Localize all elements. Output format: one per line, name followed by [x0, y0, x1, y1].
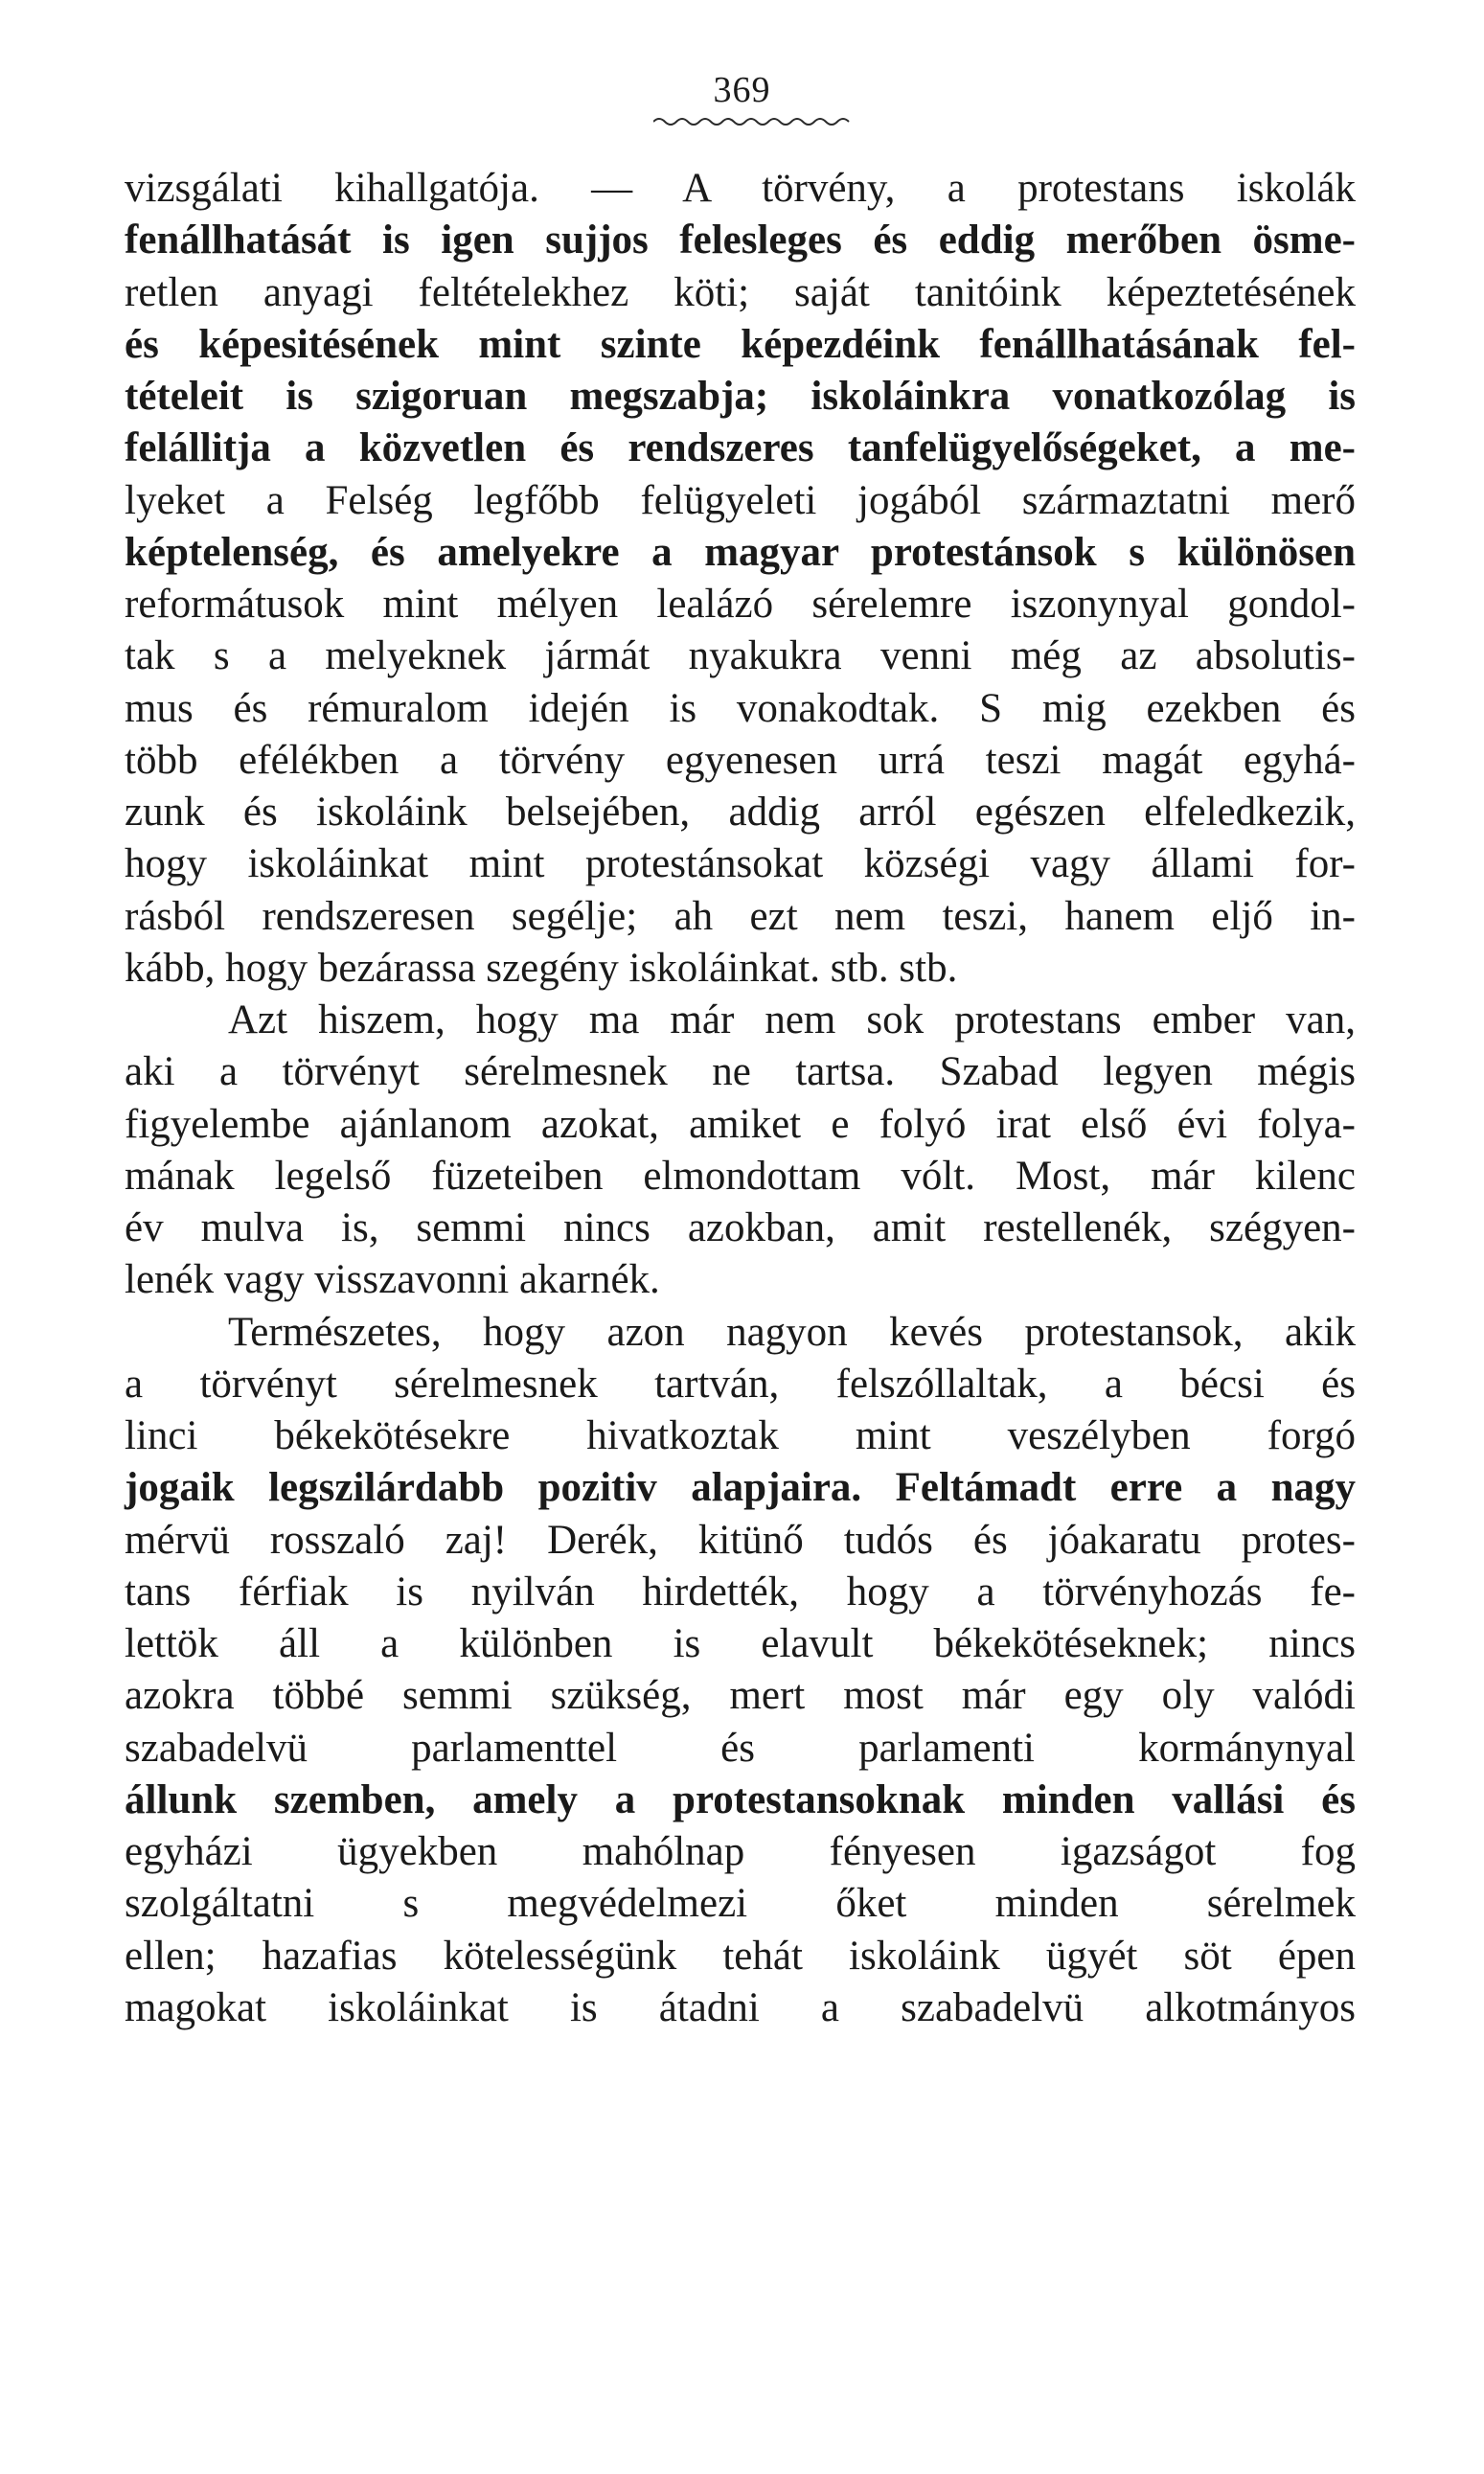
text-line: mérvü rosszaló zaj! Derék, kitünő tudós és jóakaratu protes- — [125, 1517, 1356, 1563]
text-line: Azt hiszem, hogy ma már nem sok protestans ember van, — [228, 997, 1356, 1042]
text-line: hogy iskoláinkat mint protestánsokat községi vagy állami for- — [125, 841, 1356, 887]
text-line: tak s a melyeknek jármát nyakukra venni még az absolutis- — [125, 633, 1356, 679]
text-line: több efélékben a törvény egyenesen urrá teszi magát egyhá- — [125, 737, 1356, 783]
text-line: a törvényt sérelmesnek tartván, felszóllaltak, a bécsi és — [125, 1361, 1356, 1407]
text-line: szabadelvü parlamenttel és parlamenti kormánynyal — [125, 1725, 1356, 1771]
text-line: lyeket a Felség legfőbb felügyeleti jogából származtatni merő — [125, 477, 1356, 523]
text-line: fenállhatását is igen sujjos felesleges és eddig merőben ösme- — [125, 218, 1356, 263]
text-line: képtelenség, és amelyekre a magyar protestánsok s különösen — [125, 529, 1356, 575]
text-line: mának legelső füzeteiben elmondottam vólt. Most, már kilenc — [125, 1153, 1356, 1199]
text-line: vizsgálati kihallgatója. — A törvény, a protestans iskolák — [125, 166, 1356, 211]
text-line: jogaik legszilárdabb pozitiv alapjaira. Feltámadt erre a nagy — [125, 1465, 1356, 1511]
text-line: lenék vagy visszavonni akarnék. — [125, 1257, 660, 1303]
text-line: kább, hogy bezárassa szegény iskoláinkat. stb. stb. — [125, 945, 958, 991]
text-line: ellen; hazafias kötelességünk tehát iskoláink ügyét söt épen — [125, 1933, 1356, 1979]
text-line: tans férfiak is nyilván hirdették, hogy a törvényhozás fe- — [125, 1569, 1356, 1615]
text-line: aki a törvényt sérelmesnek ne tartsa. Szabad legyen mégis — [125, 1049, 1356, 1095]
text-line: figyelembe ajánlanom azokat, amiket e folyó irat első évi folya- — [125, 1101, 1356, 1147]
text-line: zunk és iskoláink belsejében, addig arról egészen elfeledkezik, — [125, 790, 1356, 835]
text-line: retlen anyagi feltételekhez köti; saját tanitóink képeztetésének — [125, 269, 1356, 315]
text-line: reformátusok mint mélyen lealázó sérelemre iszonynyal gondol- — [125, 582, 1356, 627]
text-line: szolgáltatni s megvédelmezi őket minden sérelmek — [125, 1881, 1356, 1927]
text-line: magokat iskoláinkat is átadni a szabadelvü alkotmányos — [125, 1984, 1356, 2030]
decorative-rule-ornament — [653, 115, 851, 128]
text-line: egyházi ügyekben mahólnap fényesen igazságot fog — [125, 1829, 1356, 1874]
body-text — [125, 163, 1356, 2034]
text-line: tételeit is szigoruan megszabja; iskoláinkra vonatkozólag is — [125, 374, 1356, 419]
text-line: rásból rendszeresen segélje; ah ezt nem teszi, hanem eljő in- — [125, 893, 1356, 939]
text-line: Természetes, hogy azon nagyon kevés protestansok, akik — [228, 1309, 1356, 1355]
text-line: azokra többé semmi szükség, mert most már egy oly valódi — [125, 1673, 1356, 1719]
text-line: és képesitésének mint szinte képezdéink fenállhatásának fel- — [125, 321, 1356, 367]
text-line: felállitja a közvetlen és rendszeres tanfelügyelőségeket, a me- — [125, 425, 1356, 471]
text-line: linci békekötésekre hivatkoztak mint veszélyben forgó — [125, 1413, 1356, 1458]
text-line: év mulva is, semmi nincs azokban, amit restellenék, szégyen- — [125, 1205, 1356, 1250]
page-number: 369 — [713, 70, 771, 110]
text-line: mus és rémuralom idején is vonakodtak. S mig ezekben és — [125, 685, 1356, 731]
text-line: lettök áll a különben is elavult békekötéseknek; nincs — [125, 1621, 1356, 1666]
text-line: állunk szemben, amely a protestansoknak minden vallási és — [125, 1776, 1356, 1822]
